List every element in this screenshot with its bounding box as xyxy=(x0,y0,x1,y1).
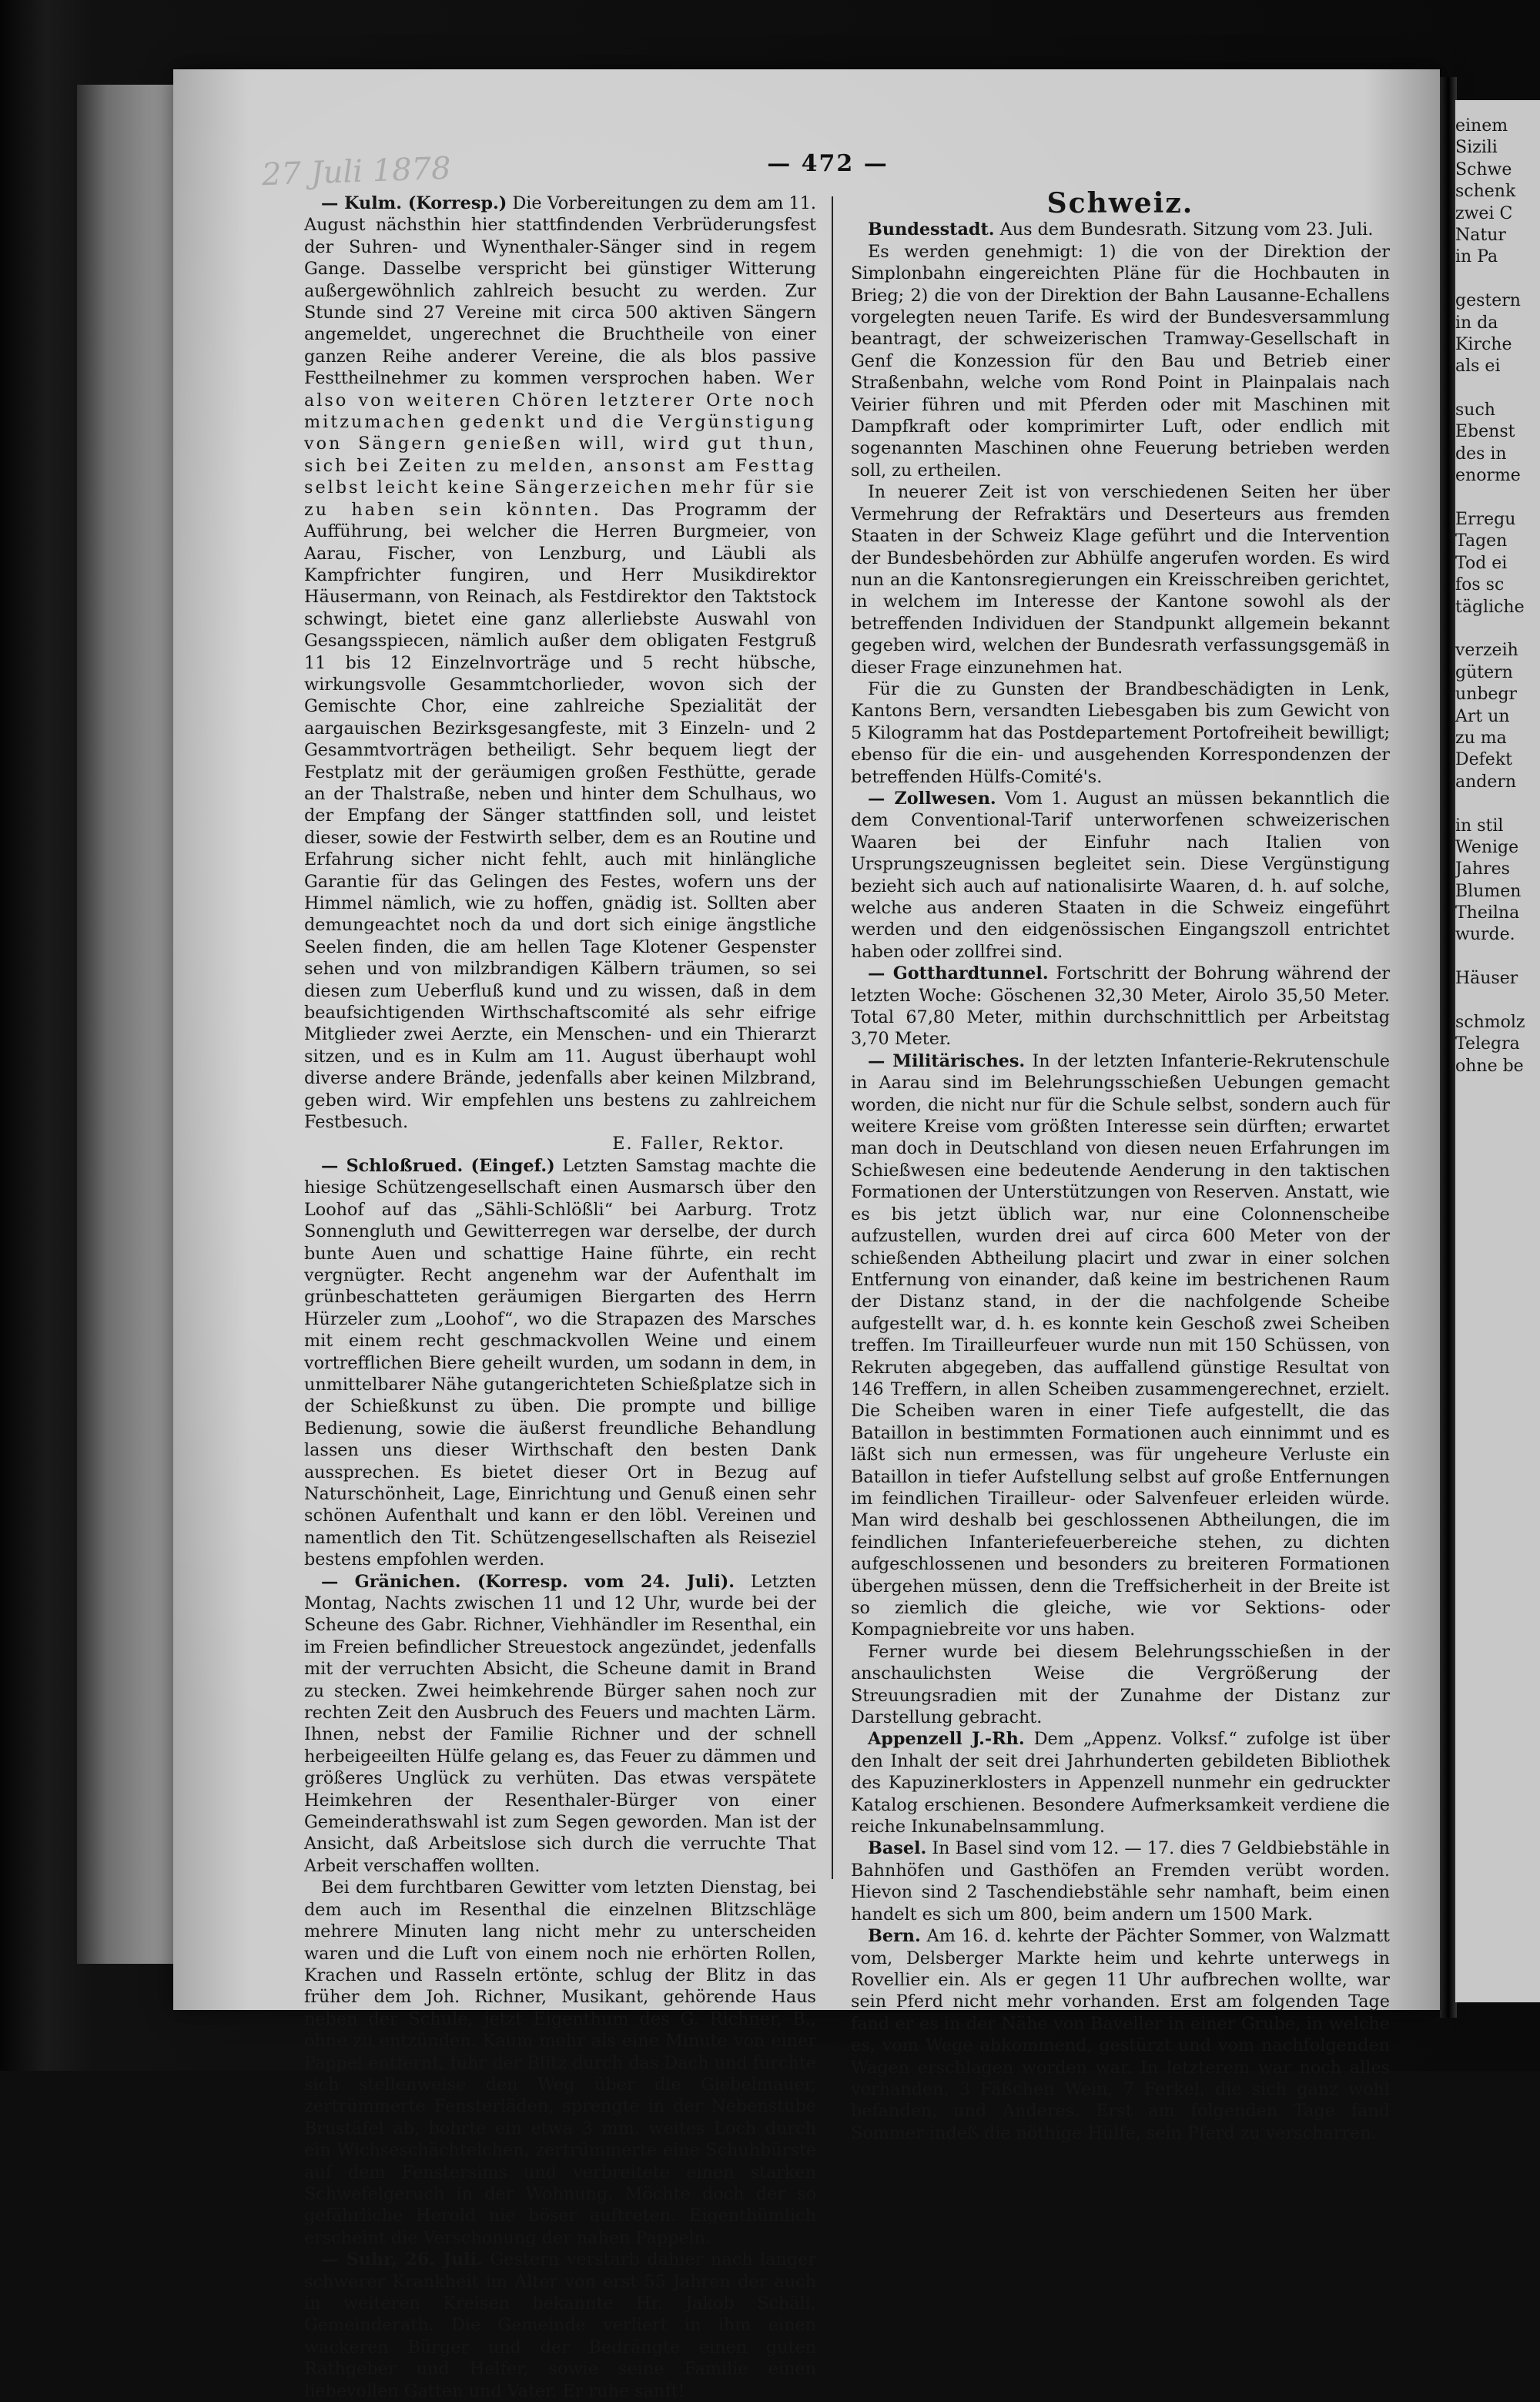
article-text: Für die zu Gunsten der Brandbeschädigten in Lenk, Kantons Bern, versandten Liebesgaben bis zum Gewicht von 5 Kilogramm hat das Postdepartement Portofreiheit bewilligt; ebenso für die ein- und ausgehenden Korrespondenzen der betreffenden Hülfs-Comité's. xyxy=(851,678,1390,787)
next-page-line: zu ma xyxy=(1455,728,1507,748)
article-lead: — Schloßrued. (Eingef.) xyxy=(321,1155,555,1176)
next-page-line: Art un xyxy=(1455,706,1510,726)
next-page-line: schmolz xyxy=(1455,1013,1525,1033)
article-text: In der letzten Infanterie-Rekrutenschule in Aarau sind im Belehrungsschießen Uebungen gemacht worden, die nicht nur für die Schule selbst, sondern auch für weitere Kreise vom größten Interesse sein dürften; erwartet man doch in Deutschland von diesen neuen Erfahrungen im Schießwesen eine bedeutende Aenderung in den taktischen Formationen der Unterstützungen von Reserven. Anstatt, wie es bis jetzt üblich war, nur eine Colonnenscheibe aufzustellen, wurden drei auf circa 600 Meter von der schießenden Abtheilung placirt und zwar in einer solchen Entfernung von einander, daß keine im bestrichenen Raum der Distanz stand, in der die nachfolgende Scheibe aufgestellt war, d. h. es konnte kein Geschoß zwei Scheiben treffen. Im Tirailleurfeuer wurde nun mit 150 Schüssen, von Rekruten abgegeben, das auffallend günstige Resultat von 146 Treffern, in allen Scheiben zusammengerechnet, erzielt. Die Scheiben waren in einer Tiefe aufgestellt, die das Bataillon in bestimmten Formationen auch einnimmt und es läßt sich nun ermessen, was für ungeheure Verluste ein Bataillon in tiefer Aufstellung selbst auf große Entfernungen im feindlichen Tirailleur- oder Salvenfeuer erleiden würde. Man wird deshalb bei geschlossenen Abtheilungen, die im feindlichen Infanteriefeuerbereiche stehen, zu dichten aufgeschlossenen und besonders zu breiteren Formationen übergehen müssen, denn die Treffsicherheit in der Breite ist so ziemlich die gleiche, wie vor Sektions- oder Kompagniebreite vor uns haben. xyxy=(851,1050,1391,1640)
next-page-line: such xyxy=(1455,400,1495,420)
next-page-line xyxy=(1455,990,1525,1012)
next-page-line: Sizili xyxy=(1455,138,1498,158)
article-schweiz xyxy=(851,963,1390,1050)
article-schweiz xyxy=(851,788,1390,963)
next-page-line: Häuser xyxy=(1455,969,1518,989)
article-text: In Basel sind vom 12. — 17. dies 7 Geldbiebstähle in Bahnhöfen und Gasthöfen an Fremden verübt worden. Hievon sind 2 Taschendiebstähle sehr namhaft, beim einen handelt es sich um 800, beim andern um 1500 Mark. xyxy=(851,1838,1390,1925)
article-text: Letzten Montag, Nachts zwischen 11 und 12 Uhr, wurde bei der Scheune des Gabr. Richner, Viehhändler im Resenthal, ein im Freien befindlicher Streuestock angezündet, jedenfalls mit der verruchten Absicht, die Scheune damit in Brand zu stecken. Zwei heimkehrende Bürger sahen noch zur rechten Zeit den Ausbruch des Feuers und machten Lärm. Ihnen, nebst der Familie Richner und der schnell herbeigeeilten Hülfe gelang es, das Feuer zu dämmen und größeres Unglück zu verhüten. Das etwas verspätete Heimkehren der Resenthaler-Bürger von einer Gemeinderathswahl ist zum Segen geworden. Man ist der Ansicht, daß Arbeitslose sich durch die verruchte That Arbeit verschaffen wollten. xyxy=(304,1571,816,1876)
next-page-line: schenk xyxy=(1455,182,1516,202)
right-column xyxy=(851,187,1391,2144)
article-lead: Bern. xyxy=(868,1926,921,1947)
next-page-line xyxy=(1455,618,1525,640)
next-page-line: Schwe xyxy=(1455,159,1512,179)
next-page-line: Defekt xyxy=(1455,750,1512,770)
previous-page-edge xyxy=(77,85,177,1964)
article-schweiz xyxy=(851,1925,1390,2144)
next-page-line: tägliche xyxy=(1455,597,1525,617)
next-page-lines xyxy=(1455,116,1525,1077)
article-schweiz xyxy=(851,481,1390,678)
next-page-line: Erregu xyxy=(1455,510,1516,530)
article-text: Aus dem Bundesrath. Sitzung vom 23. Juli. xyxy=(999,219,1374,240)
next-page-line: andern xyxy=(1455,772,1517,792)
page-number: — 472 — xyxy=(767,150,889,177)
article-gewitter xyxy=(304,1877,816,2249)
article-schweiz xyxy=(851,678,1390,788)
next-page-line: Kirche xyxy=(1455,334,1512,354)
next-page-line: ohne be xyxy=(1455,1056,1524,1076)
article-kulm xyxy=(304,193,816,1133)
next-page-line: enorme xyxy=(1455,466,1521,486)
next-page-line: Wenige xyxy=(1455,837,1519,857)
article-text: Fortschritt der Bohrung während der letzten Woche: Göschenen 32,30 Meter, Airolo 35,50 Meter. Total 67,80 Meter, mithin durchschnittlich per Arbeitstag 3,70 Meter. xyxy=(851,963,1390,1050)
article-schweiz xyxy=(851,219,1390,240)
article-text: In neuerer Zeit ist von verschiedenen Seiten her über Vermehrung der Refraktärs und Deserteurs aus fremden Staaten in der Schweiz Klage geführt und die Intervention der Bundesbehörden zur Abhülfe angerufen worden. Es wird nun an die Kantonsregierungen ein Kreisschreiben gerichtet, in welchem im Interesse der Kantone sowohl als der betreffenden Individuen der Standpunkt allgemein bekannt gegeben wird, welchen der Bundesrath verfassungsgemäß in dieser Frage einzunehmen hat. xyxy=(851,482,1390,678)
next-page-line: Natur xyxy=(1455,225,1506,245)
article-text: Letzten Samstag machte die hiesige Schützengesellschaft einen Ausmarsch über den Loohof auf das „Sähli-Schlößli“ bei Aarburg. Trotz Sonnengluth und Gewitterregen war derselbe, der durch bunte Auen und schattige Haine führte, ein recht vergnügter. Recht angenehm war der Aufenthalt im grünbeschatteten geräumigen Biergarten des Herrn Hürzeler zum „Loohof“, wo die Strapazen des Marsches mit einem recht geschmackvollen Weine und einem vortrefflichen Biere geheilt wurden, um sodann in dem, in unmittelbarer Nähe gutangerichteten Schießplatze sich in der Schießkunst zu üben. Die prompte und billige Bedienung, sowie die äußerst freundliche Behandlung lassen uns dieser Wirthschaft den besten Dank aussprechen. Es bietet dieser Ort in Bezug auf Naturschönheit, Lage, Einrichtung und Genuß einen sehr schönen Aufenthalt und kann er den löbl. Vereinen und namentlich den Tit. Schützengesellschaften als Reiseziel bestens empfohlen werden. xyxy=(304,1155,816,1570)
article-signature: E. Faller, Rektor. xyxy=(612,1134,785,1154)
next-page-line: in stil xyxy=(1455,816,1504,836)
article-lead: — Suhr, 26. Juli. xyxy=(321,2250,483,2270)
article-text: Dem „Appenz. Volksf.“ zufolge ist über den Inhalt der seit drei Jahrhunderten gebildeten Bibliothek des Kapuzinerklosters in Appenzell nunmehr ein gedruckter Katalog erschienen. Besondere Aufmerksamkeit verdiene die reiche Inkunabelnsammlung. xyxy=(851,1729,1390,1838)
column-divider xyxy=(832,196,833,1879)
next-page-line xyxy=(1455,487,1525,509)
article-text: Vom 1. August an müssen bekanntlich die dem Conventional-Tarif unterworfenen schweizerischen Waaren bei der Einfuhr nach Italien von Ursprungszeugnissen begleitet sein. Diese Vergünstigung bezieht sich auch auf nationalisirte Waaren, d. h. auf solche, welche aus anderen Staaten in die Schweiz eingeführt werden und den eidgenössischen Eingangszoll entrichtet haben oder zollfrei sind. xyxy=(851,788,1390,962)
article-lead: Appenzell J.-Rh. xyxy=(868,1729,1025,1750)
article-graenichen xyxy=(304,1571,816,1878)
article-text: Gestern verstarb dahier nach langer schwerer Krankheit im Alter von erst 55 Jahren der auch in weiteren Kreisen bekannte Hr. Jakob Schäli, Gemeinderath. Die Gemeinde verliert in ihm einen wackeren Bürger und der Bedrängte einen guten Rathgeber und Helfer, sowie seine Familie einen liebevollen Gatten und Vater. Er ruhe sanft! xyxy=(304,2250,816,2401)
article-schweiz xyxy=(851,1728,1390,1838)
next-page-line xyxy=(1455,269,1525,290)
article-text: Die Vorbereitungen zu dem am 11. August nächsthin hier stattfindenden Verbrüderungsfest der Suhren- und Wynenthaler-Sänger sind in regem Gange. Dasselbe verspricht bei günstiger Witterung außergewöhnlich zahlreich besucht zu werden. Zur Stunde sind 27 Vereine mit circa 500 aktiven Sängern angemeldet, ungerechnet die Bruchtheile von einer ganzen Reihe anderer Vereine, die als blos passive Festtheilnehmer zu kommen versprochen haben. xyxy=(304,193,816,389)
next-page-line: Jahres xyxy=(1455,859,1510,879)
article-text: Bei dem furchtbaren Gewitter vom letzten Dienstag, bei dem auch im Resenthal die einzelnen Blitzschläge mehrere Minuten lang nicht mehr zu unterscheiden waren und die Luft von einem noch nie erhörten Rollen, Krachen und Rasseln ertönte, schlug der Blitz in das früher dem Joh. Richner, Musikant, gehörende Haus neben der Schule, jetzt Eigenthum des G. Richner, B., ohne zu entzünden. Kaum mehr als eine Minute von einer Pappel entfernt, fuhr der Blitz durch das Dach und furchte sich stellenweise den Weg über die Giebelmauer, zertrümmerte Fensterläden, sprengte in der Nebenstube Brustäfel ab, bohrte ein etwa 3 mm. weites Loch durch ein Wichseschächtelchen, zertrümmerte eine Schuhbürste auf dem Fenstersims und verbreitete einen starken Schwefelgeruch in der Wohnung. Möchte doch der so gefährliche Herold nie böser auftreten. Eigenthümlich erscheint die Verschonung der nahen Pappeln. xyxy=(304,1878,816,2248)
article-emphasis: Wer also von weiteren Chören letzterer Orte noch mitzumachen gedenkt und die Vergünstigung von Sängern genießen will, wird gut thun, sich bei Zeiten zu melden, ansonst am Festtag selbst leicht keine Sängerzeichen mehr für sie zu haben sein könnten. xyxy=(304,368,817,520)
next-page-line: in Pa xyxy=(1455,247,1498,267)
article-suhr xyxy=(304,2249,816,2402)
next-page-line: Ebenst xyxy=(1455,422,1515,442)
next-page-line: Tod ei xyxy=(1455,553,1508,573)
article-schweiz xyxy=(851,1641,1390,1729)
next-page-line: verzeih xyxy=(1455,641,1518,661)
article-text-continued: Das Programm der Aufführung, bei welcher die Herren Burgmeier, von Aarau, Fischer, von Lenzburg, und Läubli als Kampfrichter fungiren, und Herr Musikdirektor Häusermann, von Reinach, als Festdirektor den Taktstock schwingt, bietet eine ganz allerliebste Auswahl von Gesangsspiecen, nämlich außer dem obligaten Festgruß 11 bis 12 Einzelnvorträge und 5 recht hübsche, wirkungsvolle Gesammtchorlieder, wovon sich der Gemischte Chor, eine zahlreiche Spezialität der aargauischen Bezirksgesangfeste, mit 3 Einzeln- und 2 Gesammtvorträgen betheiligt. Sehr bequem liegt der Festplatz mit der geräumigen großen Festhütte, gerade an der Thalstraße, neben und hinter dem Schulhaus, wo der Empfang der Sänger stattfinden soll, und leistet dieser, sowie der Festwirth selber, dem es an Routine und Erfahrung sicher nicht fehlt, auch mit hinlängliche Garantie für das Gelingen des Festes, wofern uns der Himmel nämlich, wie zu hoffen, gnädig ist. Sollten aber demungeachtet noch da und dort sich einige ängstliche Seelen finden, die am hellen Tage Klotener Gespenster sehen und von milzbrandigen Kälbern träumen, so sei diesen zum Ueberfluß kund und zu wissen, daß in dem beaufsichtigenden Wirthschaftscomité als sehr eifrige Mitglieder zwei Aerzte, ein Menschen- und ein Thierarzt sitzen, und es in Kulm am 11. August überhaupt wohl diverse andere Brände, jedenfalls aber keinen Milzbrand, geben wird. Wir empfehlen uns bestens zu zahlreichem Festbesuch. xyxy=(304,499,816,1133)
next-page-line: wurde. xyxy=(1455,925,1515,945)
next-page-line: in da xyxy=(1455,313,1498,333)
article-lead: Basel. xyxy=(868,1838,927,1859)
article-text: Am 16. d. kehrte der Pächter Sommer, von Walzmatt vom, Delsberger Markte heim und kehrte unterwegs in Rovellier ein. Als er gegen 11 Uhr aufbrechen wollte, war sein Pferd nicht mehr vorhanden. Erst am folgenden Tage fand er es in der Nähe von Baveller in einer Grube, in welche es, vom Wege abkommend, gestürzt und vom nachfolgenden Wagen erschlagen worden war. In letzterem war noch alles vorhanden, 3 Fäßchen Wein, 7 Ferkel, die sich ganz wohl befanden, und Anderes. Erst am folgenden Tage fand Sommer indeß die nöthige Hülfe, sein Pferd zu verscharren. xyxy=(851,1926,1390,2143)
next-page-line: gestern xyxy=(1455,291,1521,311)
article-text: Es werden genehmigt: 1) die von der Direktion der Simplonbahn eingereichten Pläne für die Hochbauten in Brieg; 2) die von der Direktion der Bahn Lausanne-Echallens vorgelegten neuen Tarife. Es wird der Bundesversammlung beantragt, der schweizerischen Tramway-Gesellschaft in Genf die Konzession für den Bau und Betrieb einer Straßenbahn, welche vom Rond Point in Plainpalais nach Veirier führen und mit Pferden oder mit Maschinen mit Dampfkraft oder komprimirter Luft, oder endlich mit sogenannten Maschinen ohne Feuerung betrieben werden soll, zu ertheilen. xyxy=(851,241,1390,481)
next-page-line: Theilna xyxy=(1455,903,1520,923)
article-lead: — Gotthardtunnel. xyxy=(868,963,1049,984)
article-lead: — Zollwesen. xyxy=(868,788,996,809)
next-page-line: fos sc xyxy=(1455,575,1505,595)
section-title: Schweiz. xyxy=(1046,187,1194,219)
next-page-line: unbegr xyxy=(1455,685,1518,705)
article-lead: Bundesstadt. xyxy=(868,219,995,240)
next-page-line: des in xyxy=(1455,444,1507,464)
next-page-line: einem xyxy=(1455,116,1508,136)
next-page-line: Telegra xyxy=(1455,1034,1520,1054)
next-page-line xyxy=(1455,378,1525,400)
next-page-fragment xyxy=(1455,100,1540,2002)
article-text: Ferner wurde bei diesem Belehrungsschießen in der anschaulichsten Weise die Vergrößerung der Streuungsradien mit der Zunahme der Distanz zur Darstellung gebracht. xyxy=(851,1641,1390,1728)
next-page-line: zwei C xyxy=(1455,203,1513,223)
next-page-line: Blumen xyxy=(1455,881,1522,901)
article-schweiz xyxy=(851,1050,1390,1641)
article-schweiz xyxy=(851,1838,1390,1925)
article-lead: — Kulm. (Korresp.) xyxy=(321,193,507,213)
next-page-line xyxy=(1455,793,1525,815)
article-schweiz xyxy=(851,241,1390,481)
next-page-line: gütern xyxy=(1455,662,1513,682)
article-lead: — Militärisches. xyxy=(868,1050,1026,1071)
book-gutter xyxy=(1440,77,1457,2018)
next-page-line: als ei xyxy=(1455,357,1501,377)
faded-stamp: 27 Juli 1878 xyxy=(261,150,452,193)
right-articles xyxy=(851,219,1390,2144)
next-page-line xyxy=(1455,946,1525,968)
next-page-line: Tagen xyxy=(1455,531,1508,551)
article-schlossrued xyxy=(304,1155,816,1571)
article-lead: — Gränichen. (Korresp. vom 24. Juli). xyxy=(321,1571,735,1592)
